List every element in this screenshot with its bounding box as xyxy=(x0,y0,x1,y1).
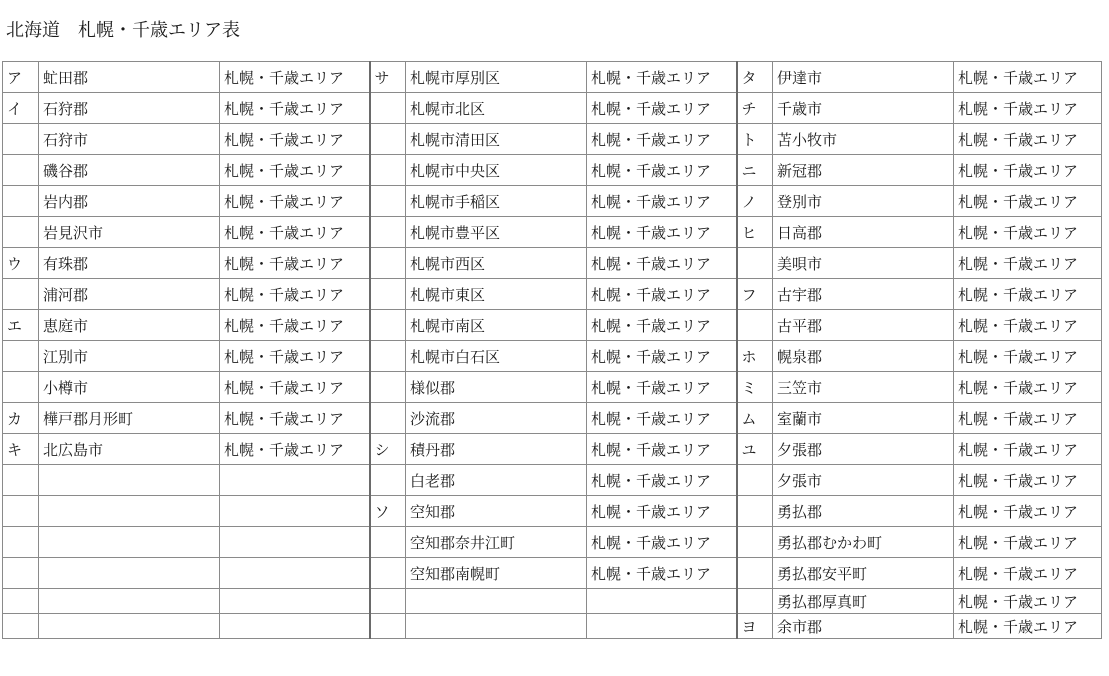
area-name-cell: 札幌・千歳エリア xyxy=(220,248,370,279)
kana-index-cell xyxy=(737,465,773,496)
table-row xyxy=(3,527,1102,558)
place-name-cell: 空知郡 xyxy=(406,496,587,527)
area-name-cell: 札幌・千歳エリア xyxy=(587,372,737,403)
kana-index-cell: ア xyxy=(3,62,39,93)
kana-index-cell xyxy=(370,310,406,341)
area-name-cell: 札幌・千歳エリア xyxy=(587,434,737,465)
table-row xyxy=(3,93,1102,124)
area-name-cell: 札幌・千歳エリア xyxy=(587,403,737,434)
table-row xyxy=(3,62,1102,93)
kana-index-cell xyxy=(370,186,406,217)
place-name-cell: 余市郡 xyxy=(773,614,954,639)
kana-index-cell xyxy=(3,589,39,614)
area-name-cell: 札幌・千歳エリア xyxy=(587,248,737,279)
area-name-cell: 札幌・千歳エリア xyxy=(954,527,1102,558)
area-name-cell: 札幌・千歳エリア xyxy=(587,124,737,155)
table-row xyxy=(3,341,1102,372)
kana-index-cell xyxy=(3,465,39,496)
kana-index-cell: カ xyxy=(3,403,39,434)
kana-index-cell: シ xyxy=(370,434,406,465)
table-row xyxy=(3,465,1102,496)
place-name-cell: 江別市 xyxy=(39,341,220,372)
place-name-cell: 登別市 xyxy=(773,186,954,217)
kana-index-cell xyxy=(370,372,406,403)
place-name-cell: 有珠郡 xyxy=(39,248,220,279)
area-name-cell: 札幌・千歳エリア xyxy=(954,372,1102,403)
table-row xyxy=(3,496,1102,527)
place-name-cell: 千歳市 xyxy=(773,93,954,124)
kana-index-cell: ノ xyxy=(737,186,773,217)
kana-index-cell xyxy=(3,155,39,186)
kana-index-cell xyxy=(737,310,773,341)
kana-index-cell xyxy=(370,614,406,639)
place-name-cell: 勇払郡安平町 xyxy=(773,558,954,589)
place-name-cell xyxy=(406,589,587,614)
area-name-cell xyxy=(220,614,370,639)
area-name-cell: 札幌・千歳エリア xyxy=(954,248,1102,279)
place-name-cell: 勇払郡厚真町 xyxy=(773,589,954,614)
table-row xyxy=(3,155,1102,186)
area-name-cell xyxy=(587,614,737,639)
place-name-cell: 夕張市 xyxy=(773,465,954,496)
kana-index-cell xyxy=(3,558,39,589)
kana-index-cell xyxy=(370,527,406,558)
place-name-cell: 岩内郡 xyxy=(39,186,220,217)
place-name-cell: 札幌市西区 xyxy=(406,248,587,279)
table-row xyxy=(3,614,1102,639)
place-name-cell: 勇払郡むかわ町 xyxy=(773,527,954,558)
kana-index-cell xyxy=(370,465,406,496)
kana-index-cell: エ xyxy=(3,310,39,341)
area-name-cell: 札幌・千歳エリア xyxy=(587,310,737,341)
kana-index-cell xyxy=(370,248,406,279)
place-name-cell xyxy=(39,589,220,614)
place-name-cell: 勇払郡 xyxy=(773,496,954,527)
place-name-cell: 北広島市 xyxy=(39,434,220,465)
kana-index-cell xyxy=(3,124,39,155)
area-name-cell: 札幌・千歳エリア xyxy=(587,465,737,496)
kana-index-cell: チ xyxy=(737,93,773,124)
table-row xyxy=(3,372,1102,403)
area-name-cell: 札幌・千歳エリア xyxy=(220,434,370,465)
kana-index-cell xyxy=(370,403,406,434)
place-name-cell: 恵庭市 xyxy=(39,310,220,341)
place-name-cell: 札幌市厚別区 xyxy=(406,62,587,93)
area-name-cell: 札幌・千歳エリア xyxy=(954,93,1102,124)
kana-index-cell: イ xyxy=(3,93,39,124)
place-name-cell: 小樽市 xyxy=(39,372,220,403)
place-name-cell: 白老郡 xyxy=(406,465,587,496)
area-name-cell xyxy=(220,558,370,589)
place-name-cell: 札幌市清田区 xyxy=(406,124,587,155)
area-name-cell: 札幌・千歳エリア xyxy=(954,310,1102,341)
kana-index-cell: ト xyxy=(737,124,773,155)
area-name-cell xyxy=(220,465,370,496)
kana-index-cell: サ xyxy=(370,62,406,93)
kana-index-cell: ヒ xyxy=(737,217,773,248)
area-name-cell: 札幌・千歳エリア xyxy=(587,155,737,186)
place-name-cell: 虻田郡 xyxy=(39,62,220,93)
kana-index-cell xyxy=(370,279,406,310)
area-name-cell: 札幌・千歳エリア xyxy=(954,217,1102,248)
kana-index-cell xyxy=(370,155,406,186)
place-name-cell: 日高郡 xyxy=(773,217,954,248)
place-name-cell xyxy=(39,558,220,589)
area-name-cell: 札幌・千歳エリア xyxy=(587,496,737,527)
kana-index-cell: ニ xyxy=(737,155,773,186)
place-name-cell: 樺戸郡月形町 xyxy=(39,403,220,434)
area-name-cell: 札幌・千歳エリア xyxy=(954,155,1102,186)
kana-index-cell xyxy=(3,186,39,217)
place-name-cell xyxy=(39,465,220,496)
kana-index-cell: ユ xyxy=(737,434,773,465)
area-name-cell: 札幌・千歳エリア xyxy=(954,434,1102,465)
kana-index-cell xyxy=(737,589,773,614)
kana-index-cell xyxy=(370,124,406,155)
table-row xyxy=(3,124,1102,155)
area-name-cell: 札幌・千歳エリア xyxy=(954,403,1102,434)
area-name-cell: 札幌・千歳エリア xyxy=(587,93,737,124)
area-name-cell: 札幌・千歳エリア xyxy=(954,186,1102,217)
kana-index-cell: タ xyxy=(737,62,773,93)
area-name-cell: 札幌・千歳エリア xyxy=(954,558,1102,589)
area-name-cell: 札幌・千歳エリア xyxy=(954,614,1102,639)
area-table xyxy=(2,61,1102,639)
place-name-cell: 新冠郡 xyxy=(773,155,954,186)
area-name-cell xyxy=(220,527,370,558)
area-name-cell: 札幌・千歳エリア xyxy=(587,217,737,248)
area-name-cell xyxy=(220,589,370,614)
place-name-cell: 古宇郡 xyxy=(773,279,954,310)
place-name-cell xyxy=(406,614,587,639)
kana-index-cell xyxy=(3,527,39,558)
kana-index-cell: ム xyxy=(737,403,773,434)
kana-index-cell xyxy=(3,217,39,248)
area-name-cell: 札幌・千歳エリア xyxy=(220,217,370,248)
area-name-cell: 札幌・千歳エリア xyxy=(220,93,370,124)
kana-index-cell xyxy=(370,341,406,372)
kana-index-cell: ホ xyxy=(737,341,773,372)
table-row xyxy=(3,248,1102,279)
place-name-cell: 夕張郡 xyxy=(773,434,954,465)
kana-index-cell xyxy=(370,589,406,614)
place-name-cell: 積丹郡 xyxy=(406,434,587,465)
table-row xyxy=(3,217,1102,248)
place-name-cell: 苫小牧市 xyxy=(773,124,954,155)
area-name-cell: 札幌・千歳エリア xyxy=(954,341,1102,372)
place-name-cell: 沙流郡 xyxy=(406,403,587,434)
place-name-cell: 様似郡 xyxy=(406,372,587,403)
kana-index-cell xyxy=(370,93,406,124)
area-name-cell: 札幌・千歳エリア xyxy=(220,155,370,186)
place-name-cell: 古平郡 xyxy=(773,310,954,341)
table-row xyxy=(3,279,1102,310)
kana-index-cell xyxy=(737,248,773,279)
area-name-cell: 札幌・千歳エリア xyxy=(587,186,737,217)
place-name-cell: 伊達市 xyxy=(773,62,954,93)
kana-index-cell xyxy=(737,558,773,589)
kana-index-cell xyxy=(3,372,39,403)
area-name-cell: 札幌・千歳エリア xyxy=(954,279,1102,310)
area-name-cell: 札幌・千歳エリア xyxy=(587,558,737,589)
area-name-cell: 札幌・千歳エリア xyxy=(220,341,370,372)
area-name-cell: 札幌・千歳エリア xyxy=(954,465,1102,496)
place-name-cell: 三笠市 xyxy=(773,372,954,403)
kana-index-cell xyxy=(737,527,773,558)
area-name-cell: 札幌・千歳エリア xyxy=(954,496,1102,527)
kana-index-cell xyxy=(3,496,39,527)
table-row xyxy=(3,589,1102,614)
place-name-cell: 札幌市南区 xyxy=(406,310,587,341)
area-name-cell: 札幌・千歳エリア xyxy=(954,589,1102,614)
place-name-cell: 磯谷郡 xyxy=(39,155,220,186)
place-name-cell: 石狩市 xyxy=(39,124,220,155)
area-name-cell: 札幌・千歳エリア xyxy=(587,527,737,558)
table-row xyxy=(3,310,1102,341)
area-name-cell xyxy=(220,496,370,527)
area-name-cell: 札幌・千歳エリア xyxy=(587,62,737,93)
kana-index-cell xyxy=(3,614,39,639)
area-name-cell: 札幌・千歳エリア xyxy=(220,186,370,217)
place-name-cell: 岩見沢市 xyxy=(39,217,220,248)
place-name-cell: 幌泉郡 xyxy=(773,341,954,372)
table-row xyxy=(3,186,1102,217)
kana-index-cell: ヨ xyxy=(737,614,773,639)
kana-index-cell: ミ xyxy=(737,372,773,403)
place-name-cell: 札幌市豊平区 xyxy=(406,217,587,248)
kana-index-cell: フ xyxy=(737,279,773,310)
place-name-cell: 空知郡奈井江町 xyxy=(406,527,587,558)
place-name-cell xyxy=(39,614,220,639)
kana-index-cell xyxy=(3,279,39,310)
kana-index-cell xyxy=(370,558,406,589)
kana-index-cell: ソ xyxy=(370,496,406,527)
table-row xyxy=(3,403,1102,434)
place-name-cell: 室蘭市 xyxy=(773,403,954,434)
place-name-cell xyxy=(39,496,220,527)
place-name-cell xyxy=(39,527,220,558)
place-name-cell: 札幌市中央区 xyxy=(406,155,587,186)
area-name-cell: 札幌・千歳エリア xyxy=(220,403,370,434)
area-name-cell: 札幌・千歳エリア xyxy=(220,62,370,93)
area-name-cell: 札幌・千歳エリア xyxy=(587,341,737,372)
place-name-cell: 浦河郡 xyxy=(39,279,220,310)
kana-index-cell xyxy=(370,217,406,248)
place-name-cell: 空知郡南幌町 xyxy=(406,558,587,589)
place-name-cell: 札幌市北区 xyxy=(406,93,587,124)
place-name-cell: 美唄市 xyxy=(773,248,954,279)
place-name-cell: 石狩郡 xyxy=(39,93,220,124)
area-name-cell: 札幌・千歳エリア xyxy=(954,124,1102,155)
kana-index-cell xyxy=(3,341,39,372)
area-name-cell: 札幌・千歳エリア xyxy=(587,279,737,310)
place-name-cell: 札幌市手稲区 xyxy=(406,186,587,217)
area-name-cell: 札幌・千歳エリア xyxy=(954,62,1102,93)
area-name-cell xyxy=(587,589,737,614)
kana-index-cell: キ xyxy=(3,434,39,465)
area-name-cell: 札幌・千歳エリア xyxy=(220,279,370,310)
area-name-cell: 札幌・千歳エリア xyxy=(220,372,370,403)
table-row xyxy=(3,434,1102,465)
place-name-cell: 札幌市白石区 xyxy=(406,341,587,372)
area-name-cell: 札幌・千歳エリア xyxy=(220,124,370,155)
page-title: 北海道 札幌・千歳エリア表 xyxy=(6,20,240,41)
table-row xyxy=(3,558,1102,589)
place-name-cell: 札幌市東区 xyxy=(406,279,587,310)
kana-index-cell: ウ xyxy=(3,248,39,279)
kana-index-cell xyxy=(737,496,773,527)
area-name-cell: 札幌・千歳エリア xyxy=(220,310,370,341)
